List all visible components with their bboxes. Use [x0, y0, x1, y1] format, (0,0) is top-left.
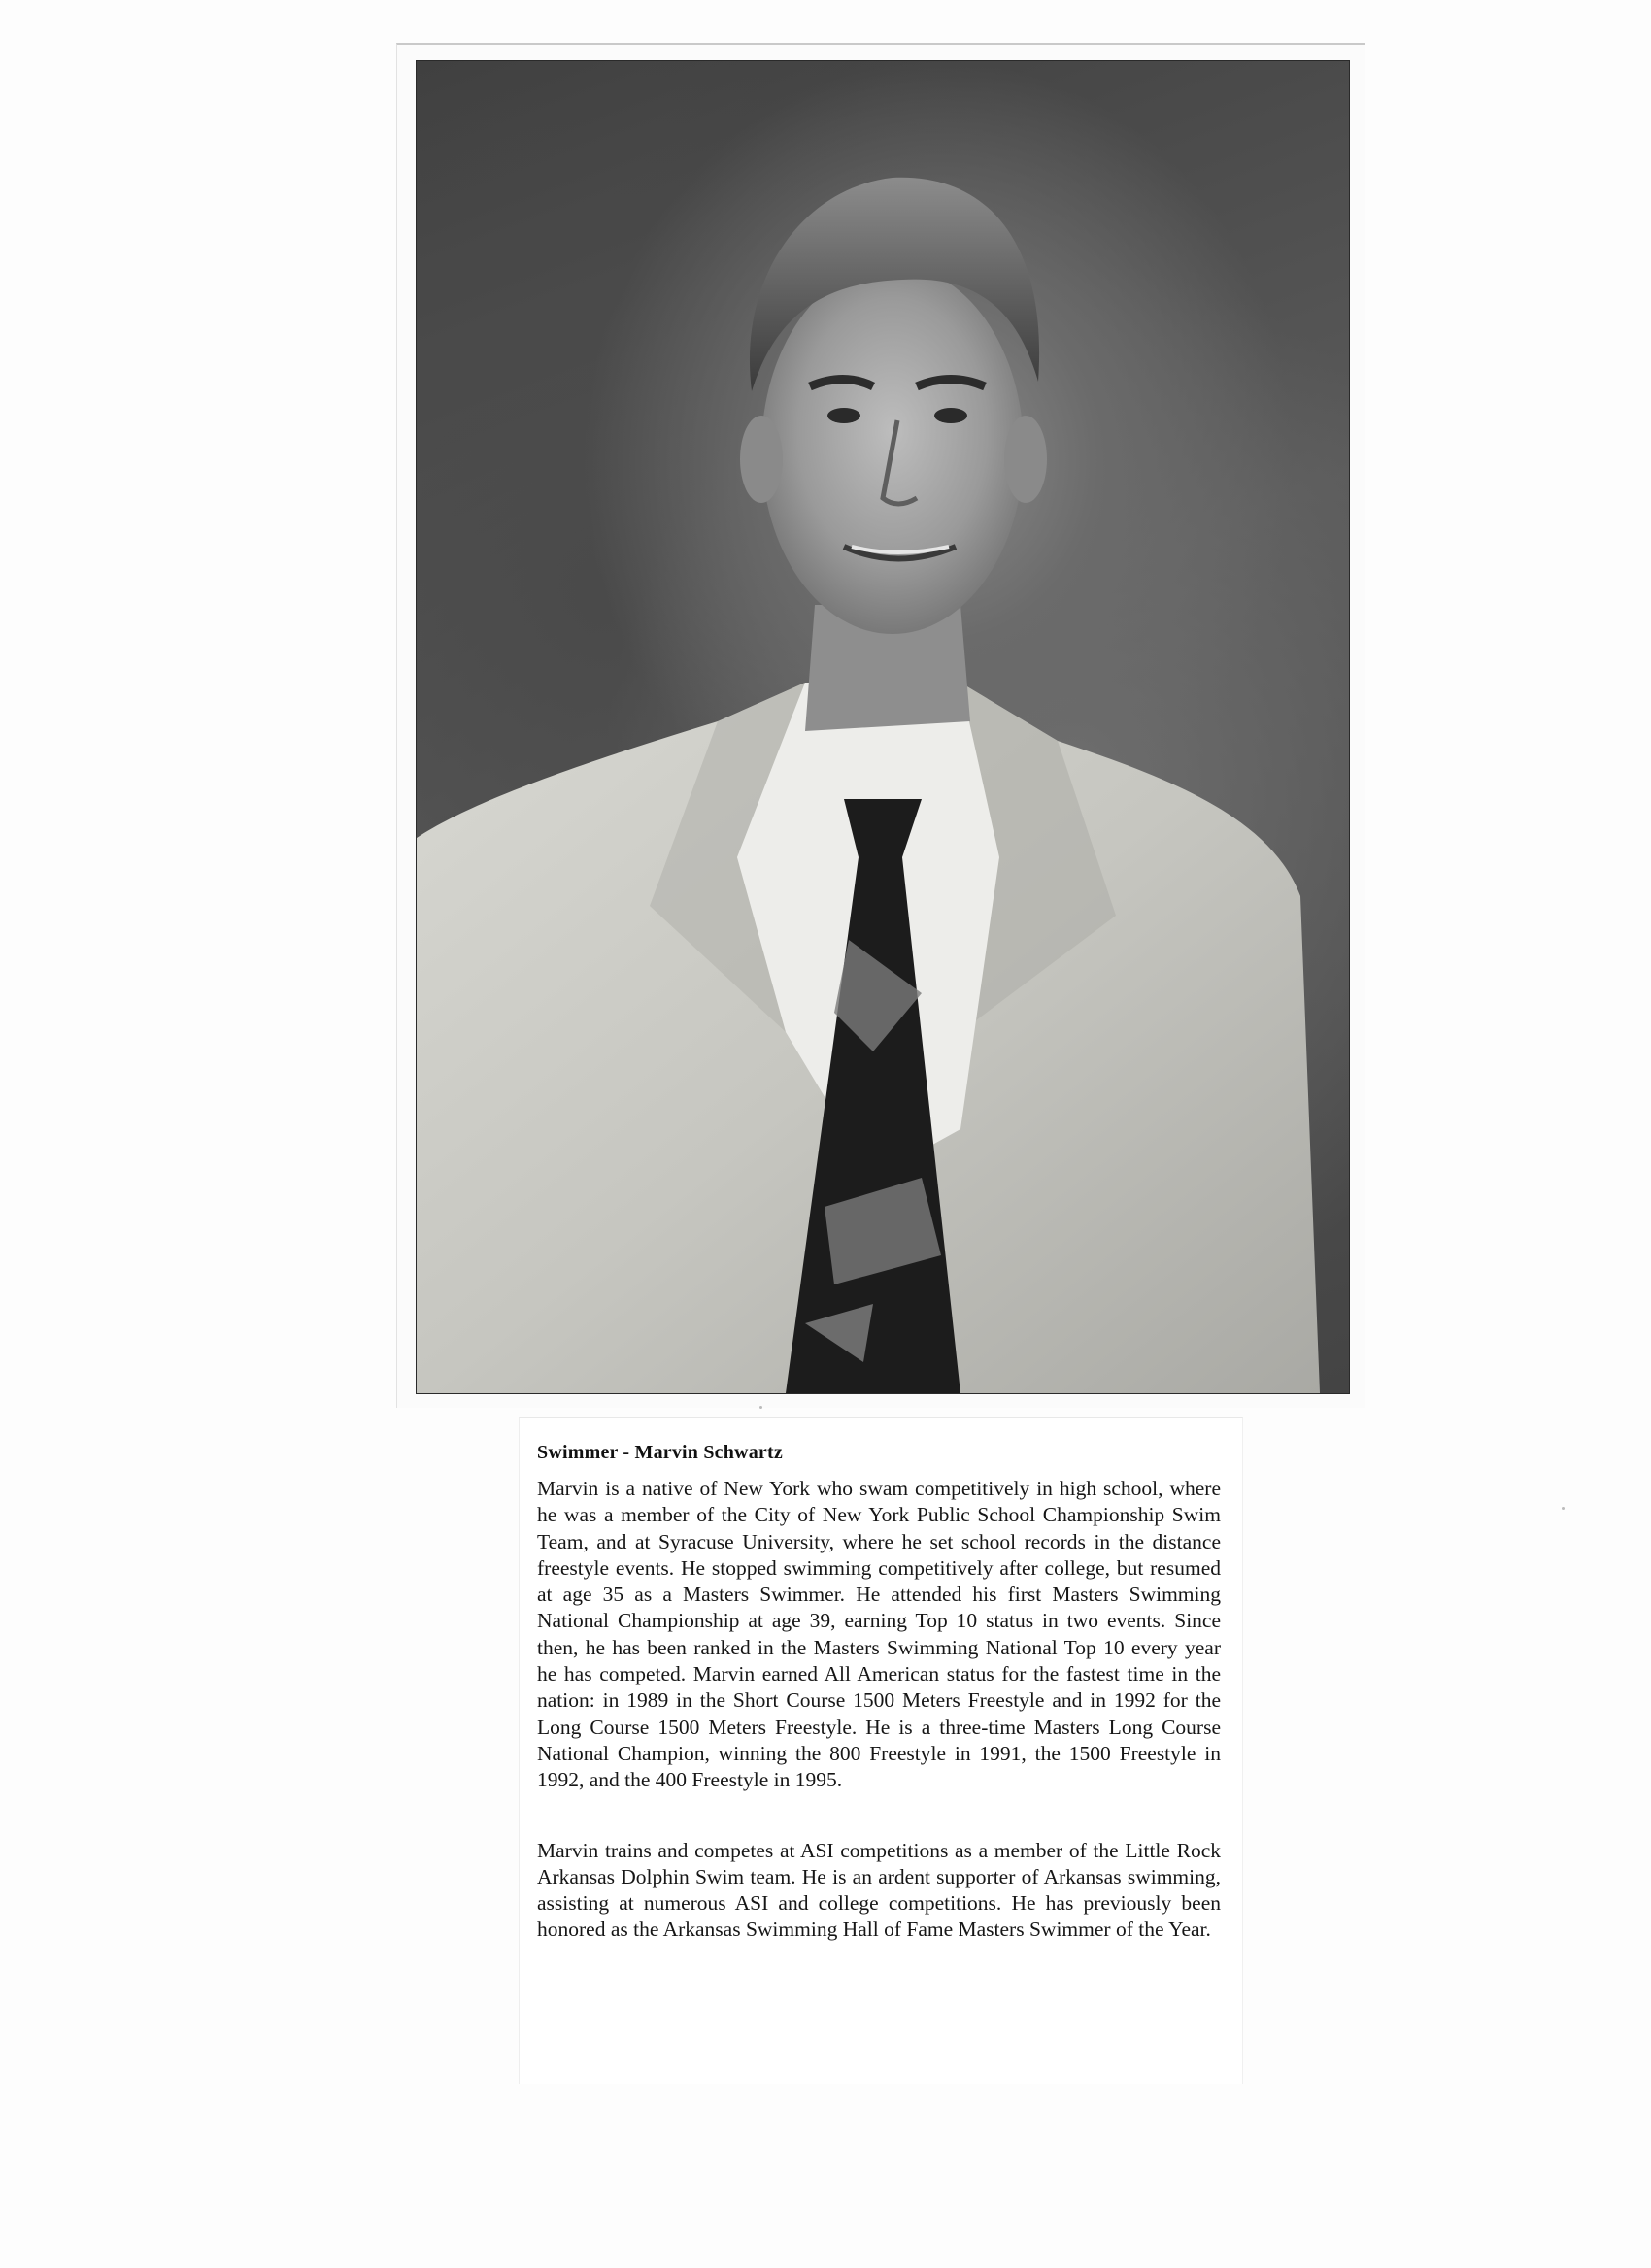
- caption-title: Swimmer - Marvin Schwartz: [537, 1442, 783, 1463]
- portrait-photo: [416, 60, 1350, 1394]
- scan-speck: [759, 1406, 762, 1409]
- biography-paragraph-1: Marvin is a native of New York who swam competitively in high school, where he was a member of the City of New York Public School Championship Swim Team, and at Syracuse University, where he set school records in the distance freestyle events. He stopped swimming competitively after college, but resumed at age 35 as a Masters Swimmer. He attended his first Masters Swimming National Championship at age 39, earning Top 10 status in two events. Since then, he has been ranked in the Masters Swimming National Top 10 every year he has competed. Marvin earned All American status for the fastest time in the nation: in 1989 in the Short Course 1500 Meters Freestyle and in 1992 for the Long Course 1500 Meters Freestyle. He is a three-time Masters Long Course National Champion, winning the 800 Freestyle in 1991, the 1500 Freestyle in 1992, and the 400 Freestyle in 1995.: [537, 1477, 1221, 1792]
- scan-speck: [1562, 1507, 1565, 1510]
- biography-caption: [519, 1418, 1243, 2084]
- biography-paragraph-2: Marvin trains and competes at ASI competitions as a member of the Little Rock Arkansas Dolphin Swim team. He is an ardent supporter of Arkansas swimming, assisting at numerous ASI and college competitions. He has previously been honored as the Arkansas Swimming Hall of Fame Masters Swimmer of the Year.: [537, 1838, 1221, 1942]
